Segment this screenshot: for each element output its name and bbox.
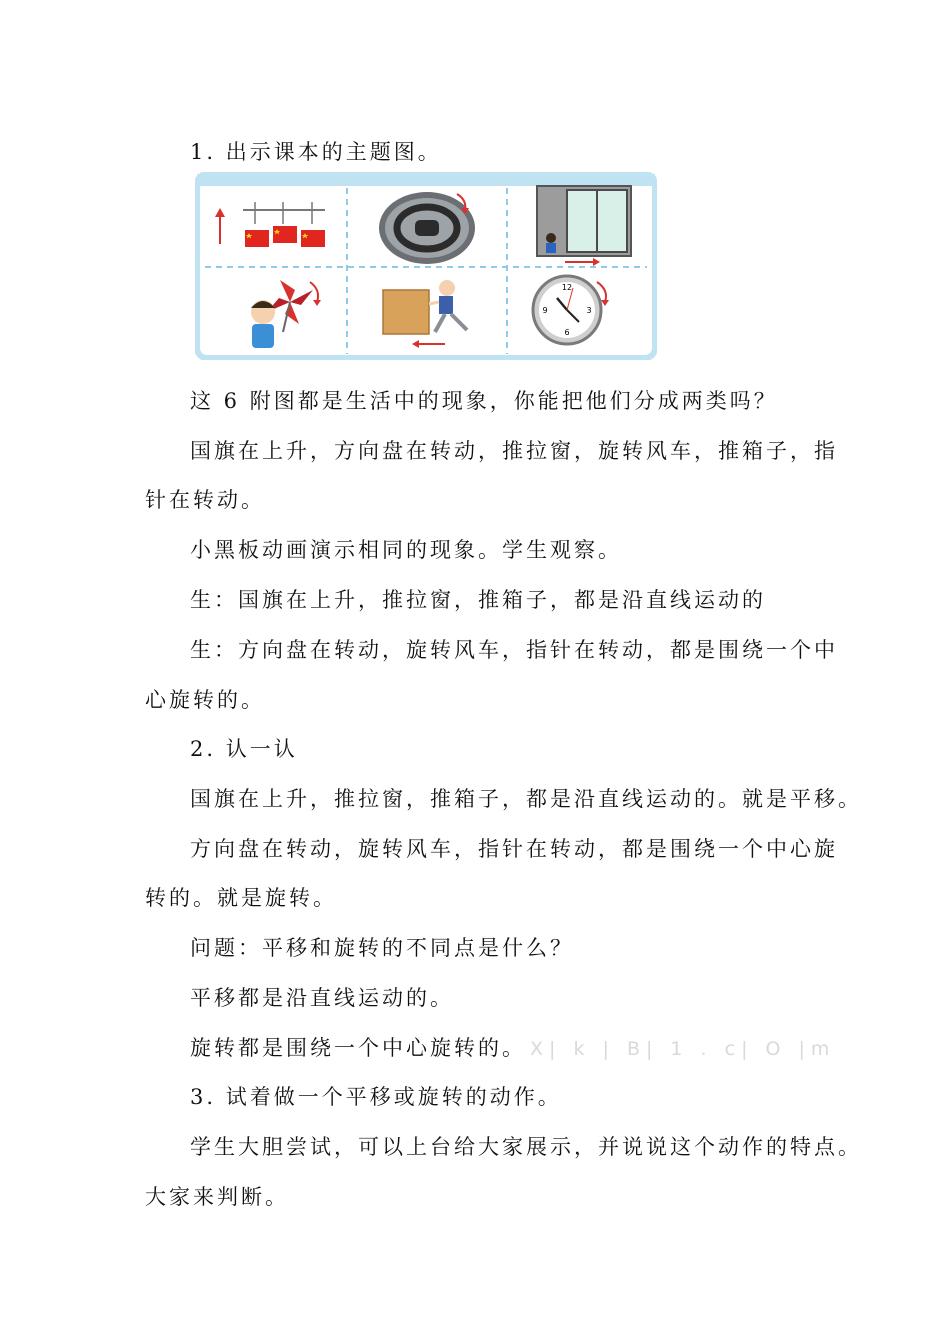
flag-icon [245,230,269,247]
box-icon [383,290,429,334]
paragraph-continuation: 心旋转的。 [145,688,265,712]
panel-steering-wheel [379,192,475,264]
theme-figure [195,172,657,360]
paragraph-continuation: 大家来判断。 [145,1185,289,1209]
paragraph: 国旗在上升，方向盘在转动，推拉窗，旋转风车，推箱子，指 [190,439,838,463]
paragraph-continuation: 针在转动。 [145,488,265,512]
paragraph: 生：方向盘在转动，旋转风车，指针在转动，都是围绕一个中 [190,638,838,662]
svg-text:12: 12 [561,283,573,292]
paragraph: 小黑板动画演示相同的现象。学生观察。 [190,538,622,562]
svg-text:3: 3 [586,306,592,315]
watermark: X| k | B| 1 . c| O |m [530,1038,836,1060]
panel-sliding-window [537,186,631,266]
svg-text:9: 9 [542,306,548,315]
section-heading-1: 1. 出示课本的主题图。 [190,140,442,164]
boy-icon [439,280,455,296]
paragraph: 这 6 附图都是生活中的现象，你能把他们分成两类吗？ [190,389,778,413]
flag-icon [273,226,297,243]
paragraph-continuation: 转的。就是旋转。 [145,886,337,910]
paragraph-text: 旋转都是围绕一个中心旋转的。 [190,1036,526,1060]
paragraph: 学生大胆尝试，可以上台给大家展示，并说说这个动作的特点。 [190,1135,862,1159]
paragraph: 平移都是沿直线运动的。 [190,986,454,1010]
section-heading-3: 3. 试着做一个平移或旋转的动作。 [190,1085,562,1109]
section-heading-2: 2. 认一认 [190,737,298,761]
flag-icon [301,230,325,247]
paragraph: 国旗在上升，推拉窗，推箱子，都是沿直线运动的。就是平移。 [190,787,862,811]
paragraph: 问题：平移和旋转的不同点是什么？ [190,936,574,960]
figure-top-band [197,174,655,186]
svg-text:6: 6 [564,328,570,337]
paragraph [190,1034,835,1063]
boy-icon [546,233,556,243]
paragraph: 生：国旗在上升，推拉窗，推箱子，都是沿直线运动的 [190,588,766,612]
paragraph: 方向盘在转动，旋转风车，指针在转动，都是围绕一个中心旋 [190,837,838,861]
